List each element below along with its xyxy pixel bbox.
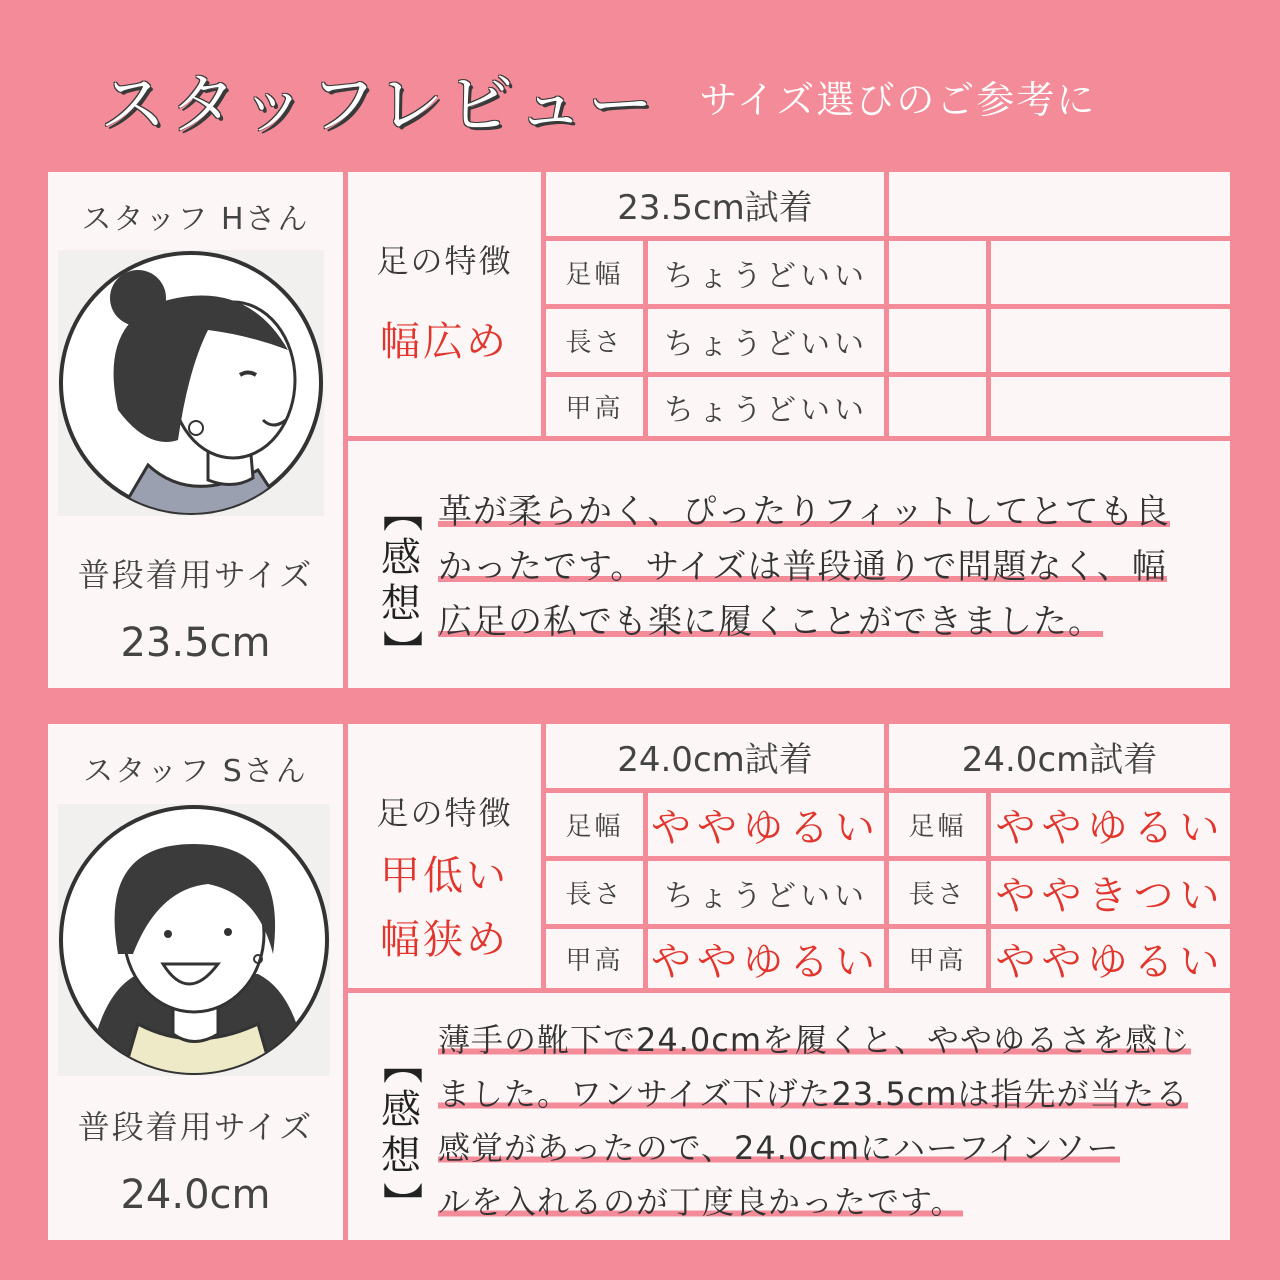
page-title: スタッフレビュー [100,66,658,143]
usual-size-label: 普段着用サイズ [77,556,314,594]
width-label: 足幅 [546,241,643,304]
impression-cell [348,993,1230,1240]
instep-label: 甲高 [889,929,986,988]
instep-label: 甲高 [546,929,643,988]
bracket-close: 】 [378,1182,424,1222]
empty-cell [991,309,1230,372]
length-value: ちょうどいい [648,309,884,372]
bracket-close: 】 [378,630,424,670]
foot-feature-cell [348,172,541,436]
staff-name: スタッフ Hさん [81,202,310,237]
empty-cell [889,309,986,372]
impression-char: 想 [381,581,421,627]
bracket-open: 【 [378,492,424,532]
empty-cell [889,241,986,304]
foot-feature-value: 幅広め [380,319,509,365]
impression-char: 感 [381,535,421,581]
trial-2-header-empty [889,172,1230,236]
impression-line: 薄手の靴下で24.0cmを履くと、ややゆるさを感じ [438,1021,1192,1059]
foot-feature-cell [348,724,541,988]
empty-cell [991,377,1230,436]
review-card-staff-s [48,724,1230,1240]
impression-char: 感 [381,1087,421,1133]
trial-size-header: 24.0cm試着 [889,724,1230,788]
usual-size-label: 普段着用サイズ [77,1108,314,1146]
impression-char: 想 [381,1133,421,1179]
foot-feature-value: 甲低い [380,853,509,899]
trial-size-header: 24.0cm試着 [546,724,884,788]
length-value: ちょうどいい [648,861,884,924]
impression-text [438,485,1228,650]
impression-line: かったです。サイズは普段通りで問題なく、幅 [438,547,1167,587]
impression-tag [376,489,426,673]
review-card-staff-h [48,172,1230,688]
trial-size-header: 23.5cm試着 [546,172,884,236]
empty-cell [991,241,1230,304]
avatar-box [58,250,324,516]
instep-value: ややゆるい [991,929,1230,988]
staff-h-avatar [58,250,324,516]
avatar-box [58,804,330,1076]
staff-name: スタッフ Sさん [83,754,308,789]
impression-cell [348,441,1230,688]
width-value: ややゆるい [991,793,1230,856]
instep-label: 甲高 [546,377,643,436]
page-subtitle: サイズ選びのご参考に [699,78,1097,122]
impression-tag [376,1041,426,1225]
length-label: 長さ [889,861,986,924]
staff-profile-h [48,172,343,688]
instep-value: ちょうどいい [648,377,884,436]
impression-line: ました。ワンサイズ下げた23.5cmは指先が当たる [438,1075,1189,1113]
usual-size-value: 23.5cm [120,620,271,666]
impression-line: 感覚があったので、24.0cmにハーフインソー [438,1129,1120,1167]
length-value: ややきつい [991,861,1230,924]
width-value: ややゆるい [648,793,884,856]
instep-value: ややゆるい [648,929,884,988]
impression-line: 広足の私でも楽に履くことができました。 [438,602,1103,642]
impression-line: ルを入れるのが丁度良かったです。 [438,1183,964,1221]
length-label: 長さ [546,309,643,372]
usual-size-value: 24.0cm [120,1172,271,1218]
page-header [100,48,1097,143]
length-label: 長さ [546,861,643,924]
staff-profile-s [48,724,343,1240]
width-value: ちょうどいい [648,241,884,304]
width-label: 足幅 [546,793,643,856]
foot-feature-value: 幅狭め [380,917,509,963]
impression-text [438,1013,1228,1229]
foot-feature-label: 足の特徴 [376,242,513,280]
staff-s-avatar [58,804,330,1076]
empty-cell [889,377,986,436]
impression-line: 革が柔らかく、ぴったりフィットしてとても良 [438,492,1170,532]
width-label: 足幅 [889,793,986,856]
foot-feature-label: 足の特徴 [376,794,513,832]
bracket-open: 【 [378,1044,424,1084]
